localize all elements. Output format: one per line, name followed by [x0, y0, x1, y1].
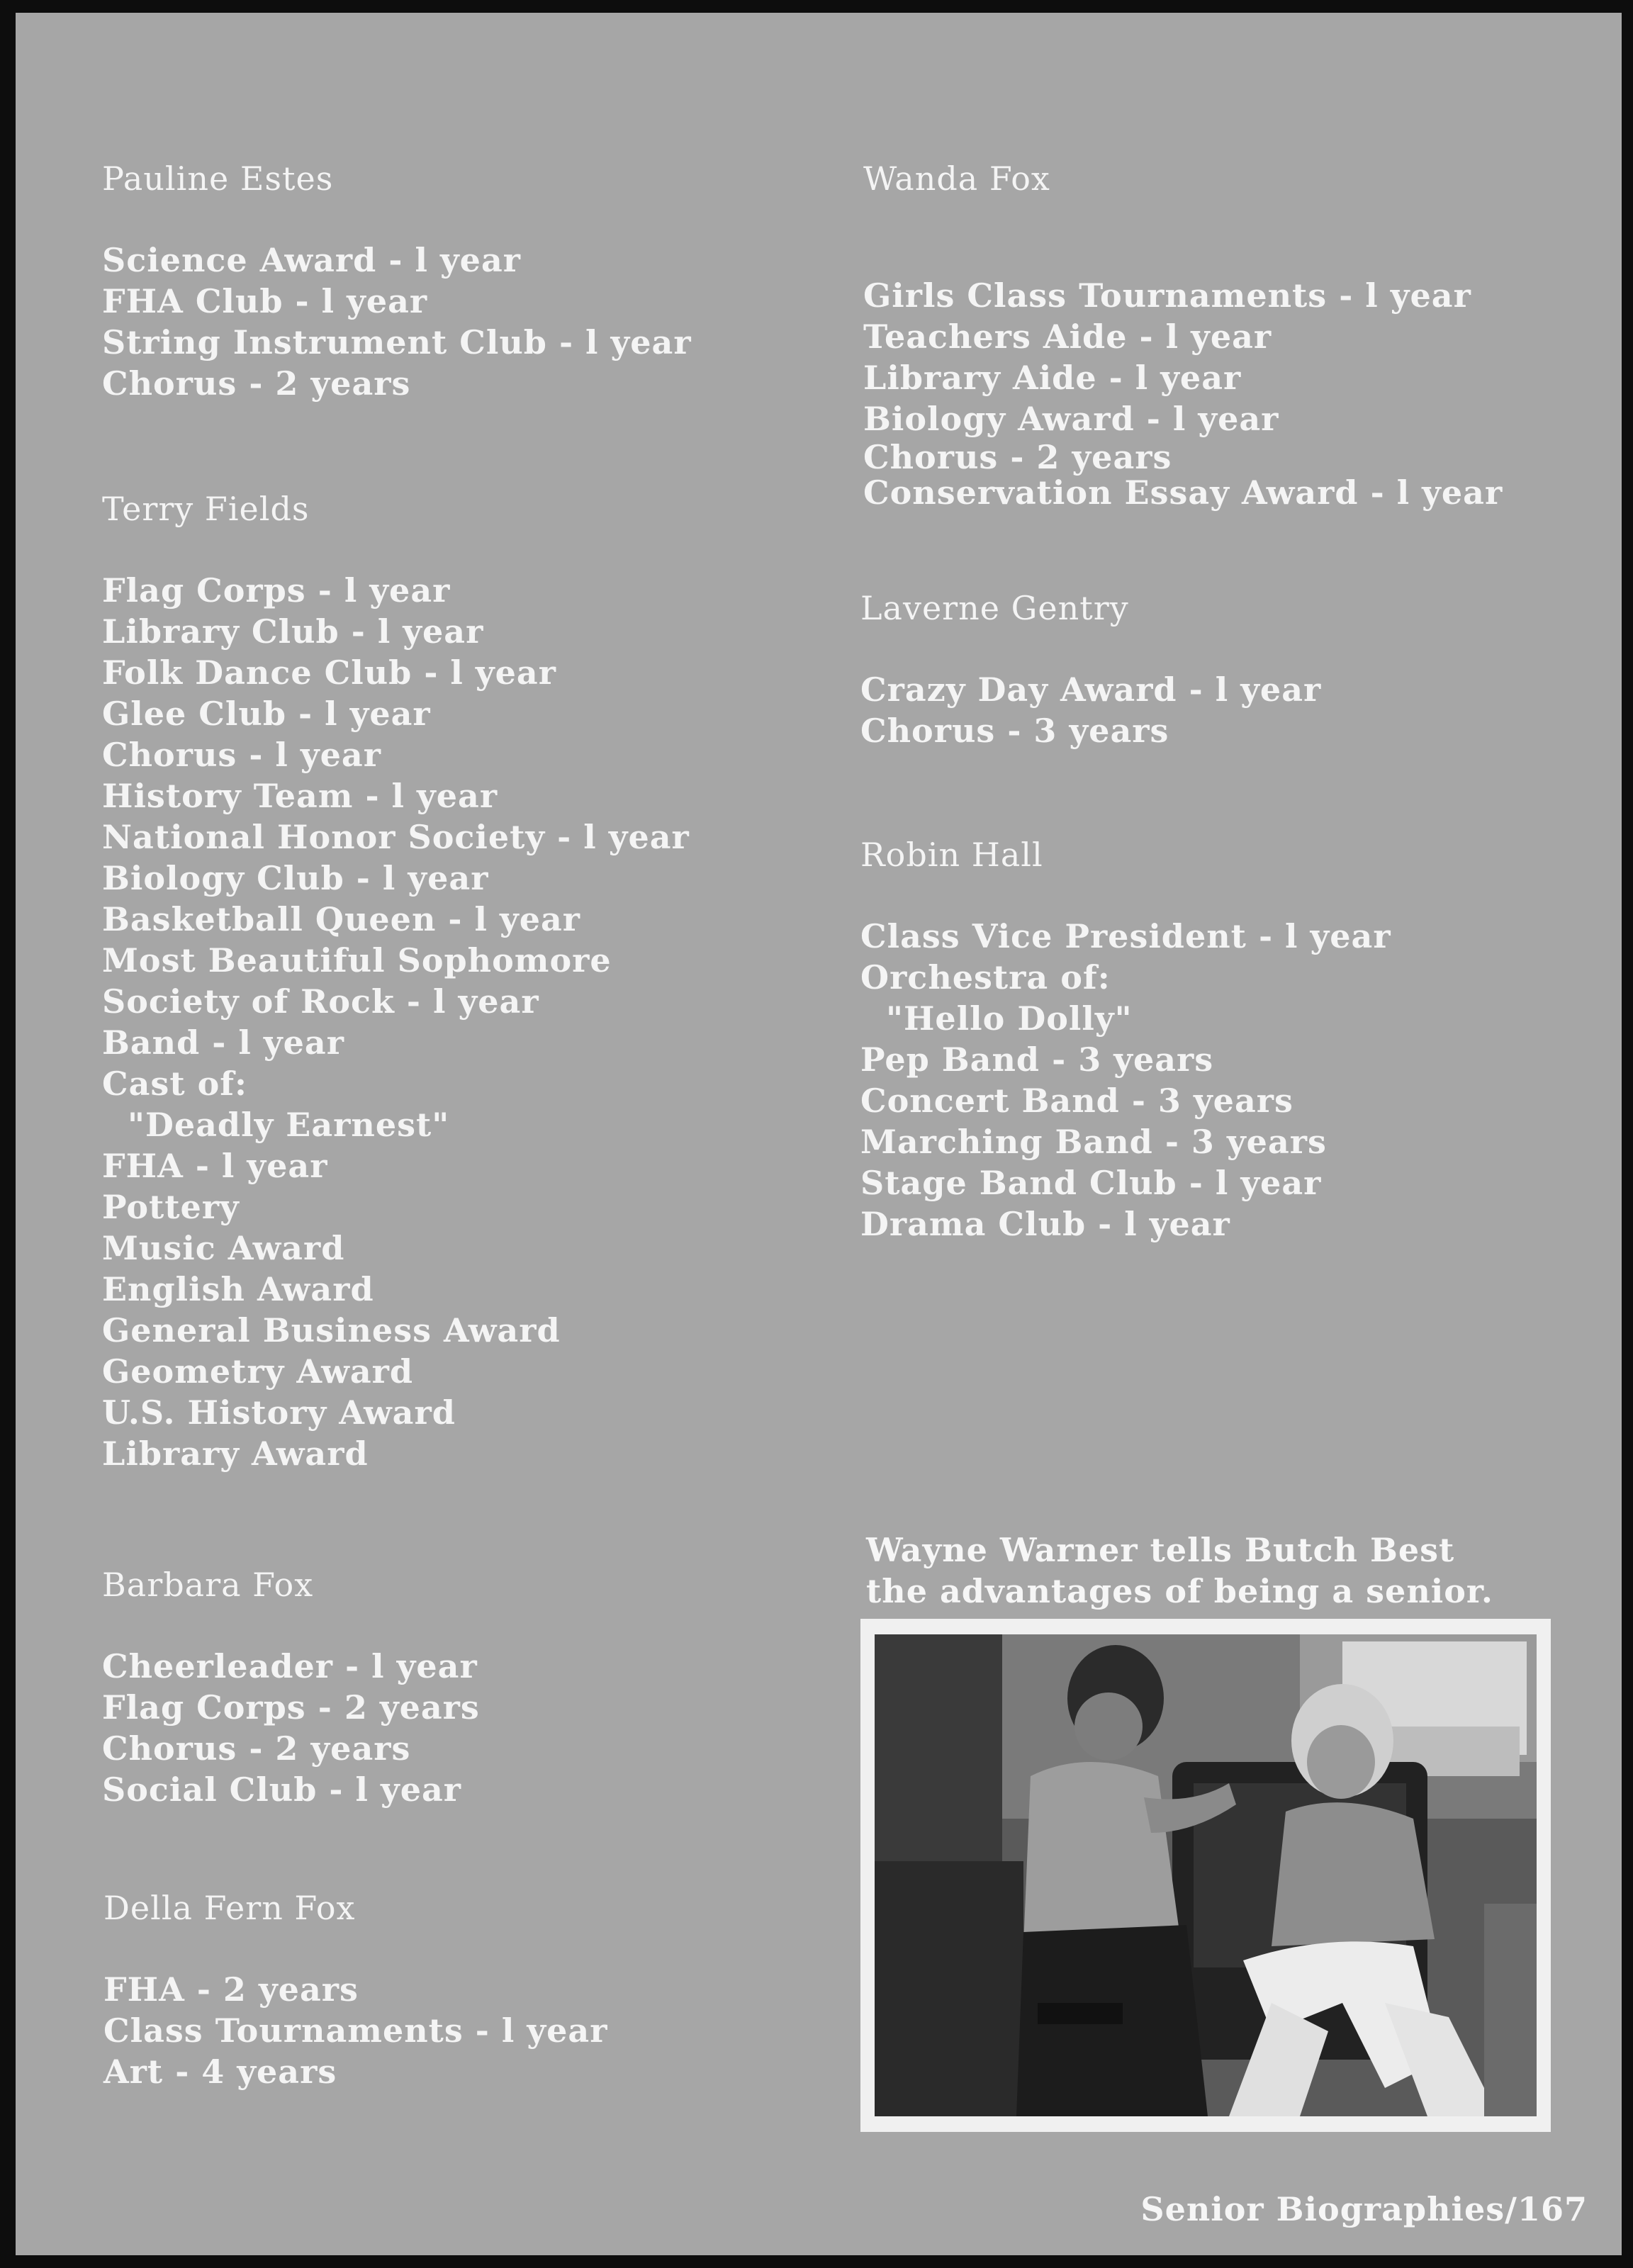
activity-list	[863, 275, 1503, 510]
activity-item: "Hello Dolly"	[886, 999, 1133, 1038]
activity-item: Cheerleader - l year	[102, 1647, 478, 1685]
activity-item: FHA Club - l year	[102, 282, 428, 320]
bio-della-fern-fox	[103, 1888, 607, 2092]
activity-list	[103, 1969, 607, 2092]
activity-item: Band - l year	[102, 1023, 344, 1062]
activity-list	[102, 570, 690, 1474]
bio-terry-fields	[102, 489, 690, 1474]
activity-item: Music Award	[102, 1229, 345, 1267]
activity-item: Marching Band - 3 years	[860, 1123, 1327, 1161]
activity-item: Chorus - 2 years	[102, 1729, 411, 1768]
activity-item: Flag Corps - l year	[102, 571, 451, 610]
yearbook-page	[16, 13, 1622, 2255]
activity-item: Class Tournaments - l year	[103, 2011, 608, 2050]
activity-item: Drama Club - l year	[860, 1205, 1230, 1243]
activity-item: Concert Band - 3 years	[860, 1082, 1294, 1120]
bio-laverne-gentry	[860, 588, 1321, 751]
activity-item: History Team - l year	[102, 777, 498, 815]
caption-line: the advantages of being a senior.	[866, 1572, 1493, 1610]
activity-item: Library Award	[102, 1435, 369, 1473]
activity-item: Art - 4 years	[103, 2053, 337, 2091]
activity-item: Chorus - 2 years	[863, 438, 1172, 476]
activity-item: FHA - 2 years	[103, 1970, 359, 2009]
photo-caption	[866, 1529, 1493, 1612]
activity-item: String Instrument Club - l year	[102, 323, 692, 361]
activity-item: Glee Club - l year	[102, 695, 431, 733]
activity-item: General Business Award	[102, 1311, 561, 1349]
activity-item: Pep Band - 3 years	[860, 1040, 1214, 1079]
activity-item: Chorus - l year	[102, 736, 381, 774]
student-name: Della Fern Fox	[103, 1889, 356, 1927]
bio-barbara-fox	[102, 1565, 480, 1810]
activity-item: "Deadly Earnest"	[128, 1106, 450, 1144]
activity-list	[860, 669, 1321, 751]
photo	[875, 1634, 1537, 2116]
activity-list	[102, 1646, 480, 1810]
activity-item: Folk Dance Club - l year	[102, 653, 556, 692]
photo-frame	[860, 1619, 1551, 2132]
activity-item: Most Beautiful Sophomore	[102, 941, 612, 979]
bio-robin-hall	[860, 835, 1391, 1245]
activity-item: Pottery	[102, 1188, 240, 1226]
student-name: Barbara Fox	[102, 1566, 314, 1604]
activity-item: Teachers Aide - l year	[863, 318, 1272, 356]
activity-list	[102, 240, 692, 404]
activity-item: Geometry Award	[102, 1352, 414, 1391]
activity-item: Library Aide - l year	[863, 359, 1242, 397]
activity-item: Biology Club - l year	[102, 859, 489, 897]
student-name: Robin Hall	[860, 836, 1043, 874]
activity-item: Biology Award - l year	[863, 400, 1279, 438]
activity-list	[860, 916, 1391, 1245]
activity-item: Cast of:	[102, 1065, 248, 1103]
activity-item: Crazy Day Award - l year	[860, 670, 1322, 709]
caption-line: Wayne Warner tells Butch Best	[866, 1531, 1455, 1569]
activity-item: U.S. History Award	[102, 1393, 456, 1432]
activity-item: Class Vice President - l year	[860, 917, 1391, 955]
activity-item: Orchestra of:	[860, 958, 1111, 997]
activity-item: FHA - l year	[102, 1147, 328, 1185]
activity-item: Girls Class Tournaments - l year	[863, 276, 1471, 315]
bio-wanda-fox	[863, 159, 1503, 510]
activity-item: Chorus - 2 years	[102, 364, 411, 403]
bio-pauline-estes	[102, 159, 692, 404]
activity-item: Society of Rock - l year	[102, 982, 539, 1021]
activity-item: Basketball Queen - l year	[102, 900, 581, 938]
activity-item: Library Club - l year	[102, 612, 484, 651]
activity-item: Science Award - l year	[102, 241, 521, 279]
activity-item: Conservation Essay Award - l year	[863, 473, 1503, 512]
activity-item: English Award	[102, 1270, 374, 1308]
student-name: Laverne Gentry	[860, 589, 1129, 627]
student-name: Wanda Fox	[863, 159, 1050, 198]
activity-item: Flag Corps - 2 years	[102, 1688, 480, 1727]
page-footer: Senior Biographies/167	[1140, 2190, 1588, 2228]
activity-item: Stage Band Club - l year	[860, 1164, 1322, 1202]
activity-item: Social Club - l year	[102, 1770, 462, 1809]
activity-item: National Honor Society - l year	[102, 818, 690, 856]
student-name: Terry Fields	[102, 490, 310, 528]
student-name: Pauline Estes	[102, 159, 334, 198]
activity-item: Chorus - 3 years	[860, 712, 1169, 750]
